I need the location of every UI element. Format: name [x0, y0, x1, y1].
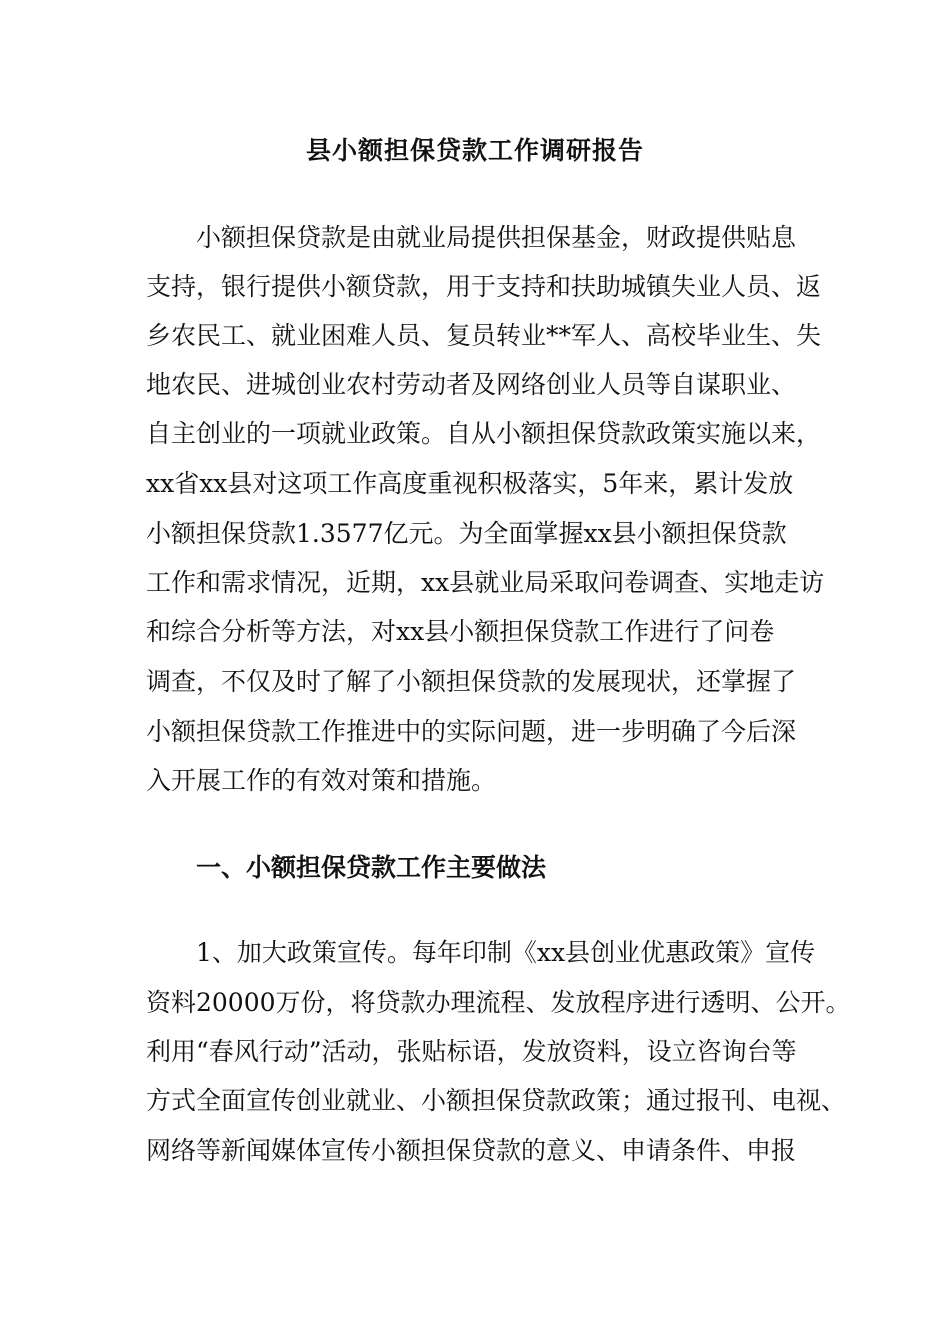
paragraph-line: 入开展工作的有效对策和措施。	[146, 766, 497, 795]
paragraph-line: 利用“春风行动”活动，张贴标语，发放资料，设立咨询台等	[146, 1037, 797, 1066]
paragraph-line: 地农民、进城创业农村劳动者及网络创业人员等自谋职业、	[146, 370, 797, 399]
paragraph-line: 工作和需求情况，近期，xx县就业局采取问卷调查、实地走访	[146, 568, 825, 597]
paragraph-line: xx省xx县对这项工作高度重视积极落实，5年来，累计发放	[146, 469, 794, 498]
paragraph-line: 小额担保贷款1.3577亿元。为全面掌握xx县小额担保贷款	[146, 519, 787, 548]
paragraph-line: 和综合分析等方法，对xx县小额担保贷款工作进行了问卷	[146, 617, 775, 646]
paragraph-line: 小额担保贷款工作推进中的实际问题，进一步明确了今后深	[146, 717, 797, 746]
paragraph-line: 1、加大政策宣传。每年印制《xx县创业优惠政策》宣传	[196, 938, 816, 967]
section-heading: 一、小额担保贷款工作主要做法	[196, 853, 547, 882]
paragraph-line: 自主创业的一项就业政策。自从小额担保贷款政策实施以来，	[146, 419, 822, 448]
paragraph-line: 支持，银行提供小额贷款，用于支持和扶助城镇失业人员、返	[146, 272, 822, 301]
paragraph-line: 小额担保贷款是由就业局提供担保基金，财政提供贴息	[196, 223, 797, 252]
paragraph-line: 资料20000万份，将贷款办理流程、发放程序进行透明、公开。	[146, 988, 851, 1017]
paragraph-line: 乡农民工、就业困难人员、复员转业**军人、高校毕业生、失	[146, 321, 822, 350]
paragraph-line: 方式全面宣传创业就业、小额担保贷款政策；通过报刊、电视、	[146, 1086, 847, 1115]
paragraph-line: 网络等新闻媒体宣传小额担保贷款的意义、申请条件、申报	[146, 1136, 797, 1165]
document-title: 县小额担保贷款工作调研报告	[305, 136, 644, 165]
paragraph-line: 调查，不仅及时了解了小额担保贷款的发展现状，还掌握了	[146, 667, 797, 696]
